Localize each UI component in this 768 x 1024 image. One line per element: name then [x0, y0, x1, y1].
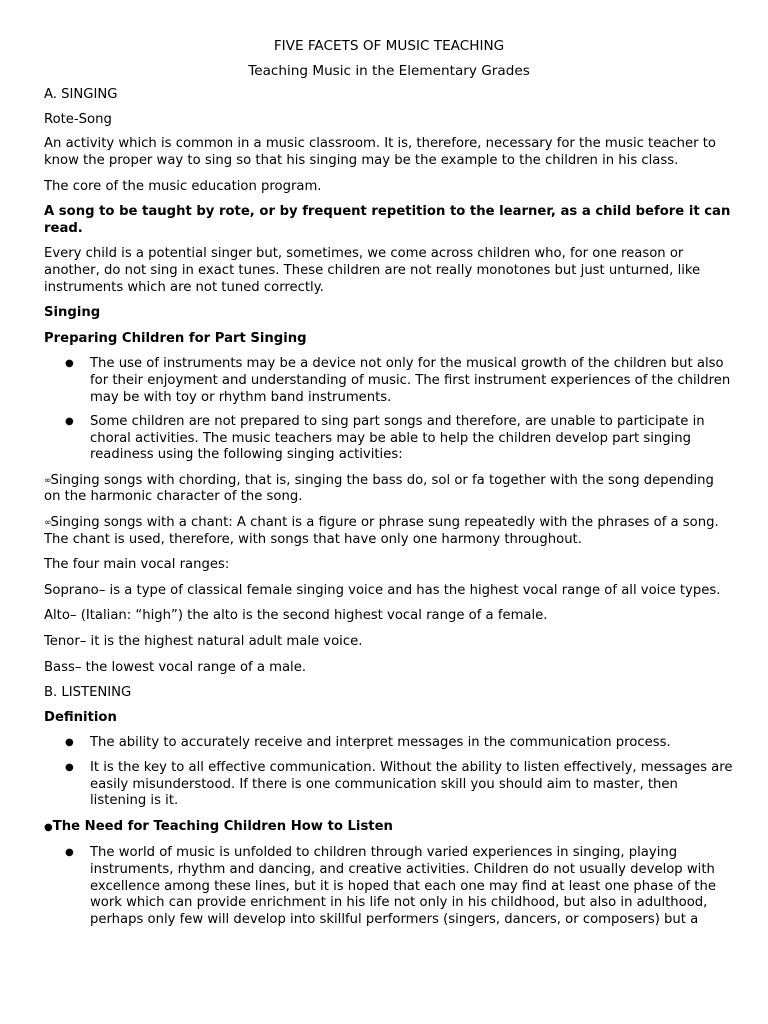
list-item-text: The ability to accurately receive and interpret messages in the communication process. — [90, 735, 671, 751]
activity-text: Singing songs with a chant: A chant is a figure or phrase sung repeatedly with the phrases of a song. The chant is used, therefore, with songs that have only one harmony throughout. — [44, 515, 719, 547]
bullet-icon: ● — [65, 416, 74, 428]
document-page — [44, 38, 734, 937]
infinity-icon: ∞ — [44, 475, 51, 486]
bass-definition: Bass– the lowest vocal range of a male. — [44, 659, 307, 675]
bullet-icon: ● — [65, 762, 74, 773]
list-item — [44, 735, 734, 752]
need-list — [44, 845, 734, 928]
section-a-heading: A. SINGING — [44, 87, 118, 103]
bullet-icon: ● — [44, 821, 53, 833]
soprano-definition: Soprano– is a type of classical female singing voice and has the highest vocal range of all voice types. — [44, 582, 721, 598]
list-item — [44, 760, 734, 810]
list-item — [44, 845, 734, 928]
list-item-text: The use of instruments may be a device not only for the musical growth of the children but also for their enjoyment and understanding of music. The first instrument experiences of the children may be with toy or rhythm band instruments. — [90, 356, 731, 405]
alto-definition: Alto– (Italian: “high”) the alto is the second highest vocal range of a female. — [44, 608, 548, 624]
document-subtitle: Teaching Music in the Elementary Grades — [248, 62, 530, 79]
bold-paragraph: A song to be taught by rote, or by frequent repetition to the learner, as a child before it can read. — [44, 204, 731, 236]
activity-item — [44, 473, 734, 506]
need-heading-text: The Need for Teaching Children How to Listen — [52, 818, 393, 834]
part-singing-heading: Preparing Children for Part Singing — [44, 330, 307, 346]
tenor-definition: Tenor– it is the highest natural adult male voice. — [44, 634, 363, 650]
bullet-icon: ● — [65, 358, 74, 370]
rote-song-heading: Rote-Song — [44, 111, 112, 127]
definition-list — [44, 735, 734, 809]
paragraph: The four main vocal ranges: — [44, 557, 230, 573]
infinity-icon: ∞ — [44, 518, 51, 529]
section-b-heading: B. LISTENING — [44, 685, 132, 701]
list-item — [44, 356, 734, 406]
activity-text: Singing songs with chording, that is, singing the bass do, sol or fa together with the song depending on the harmonic character of the song. — [44, 472, 714, 505]
definition-heading: Definition — [44, 709, 117, 725]
list-item — [44, 414, 734, 464]
paragraph: An activity which is common in a music classroom. It is, therefore, necessary for the music teacher to know the proper way to sing so that his singing may be the example to the children in his class. — [44, 136, 716, 168]
bullet-icon: ● — [65, 847, 74, 859]
paragraph: The core of the music education program. — [44, 178, 322, 194]
list-item-text: The world of music is unfolded to children through varied experiences in singing, playing instruments, rhythm and dancing, and creative activities. Children do not usually develop with excellence among these lines, but it is hoped that each one may find at least one phase of the work which can provide enrichment in his life not only in his childhood, but also in adulthood, perhaps only few will develop into skillful performers (singers, dancers, or composers) but a — [90, 845, 716, 927]
singing-heading: Singing — [44, 305, 101, 321]
activity-item — [44, 515, 734, 548]
part-singing-list — [44, 356, 734, 464]
need-heading — [44, 819, 734, 837]
paragraph: Every child is a potential singer but, sometimes, we come across children who, for one reason or another, do not sing in exact tunes. These children are not really monotones but just unturned, like instruments which are not tuned correctly. — [44, 246, 701, 295]
list-item-text: Some children are not prepared to sing part songs and therefore, are unable to participate in choral activities. The music teachers may be able to help the children develop part singing readiness using the following singing activities: — [90, 414, 705, 463]
document-title: FIVE FACETS OF MUSIC TEACHING — [273, 38, 505, 54]
bullet-icon: ● — [65, 737, 74, 749]
list-item-text: It is the key to all effective communication. Without the ability to listen effectively, messages are easily misunderstood. If there is one communication skill you should aim to master, then listening is it. — [90, 760, 733, 809]
